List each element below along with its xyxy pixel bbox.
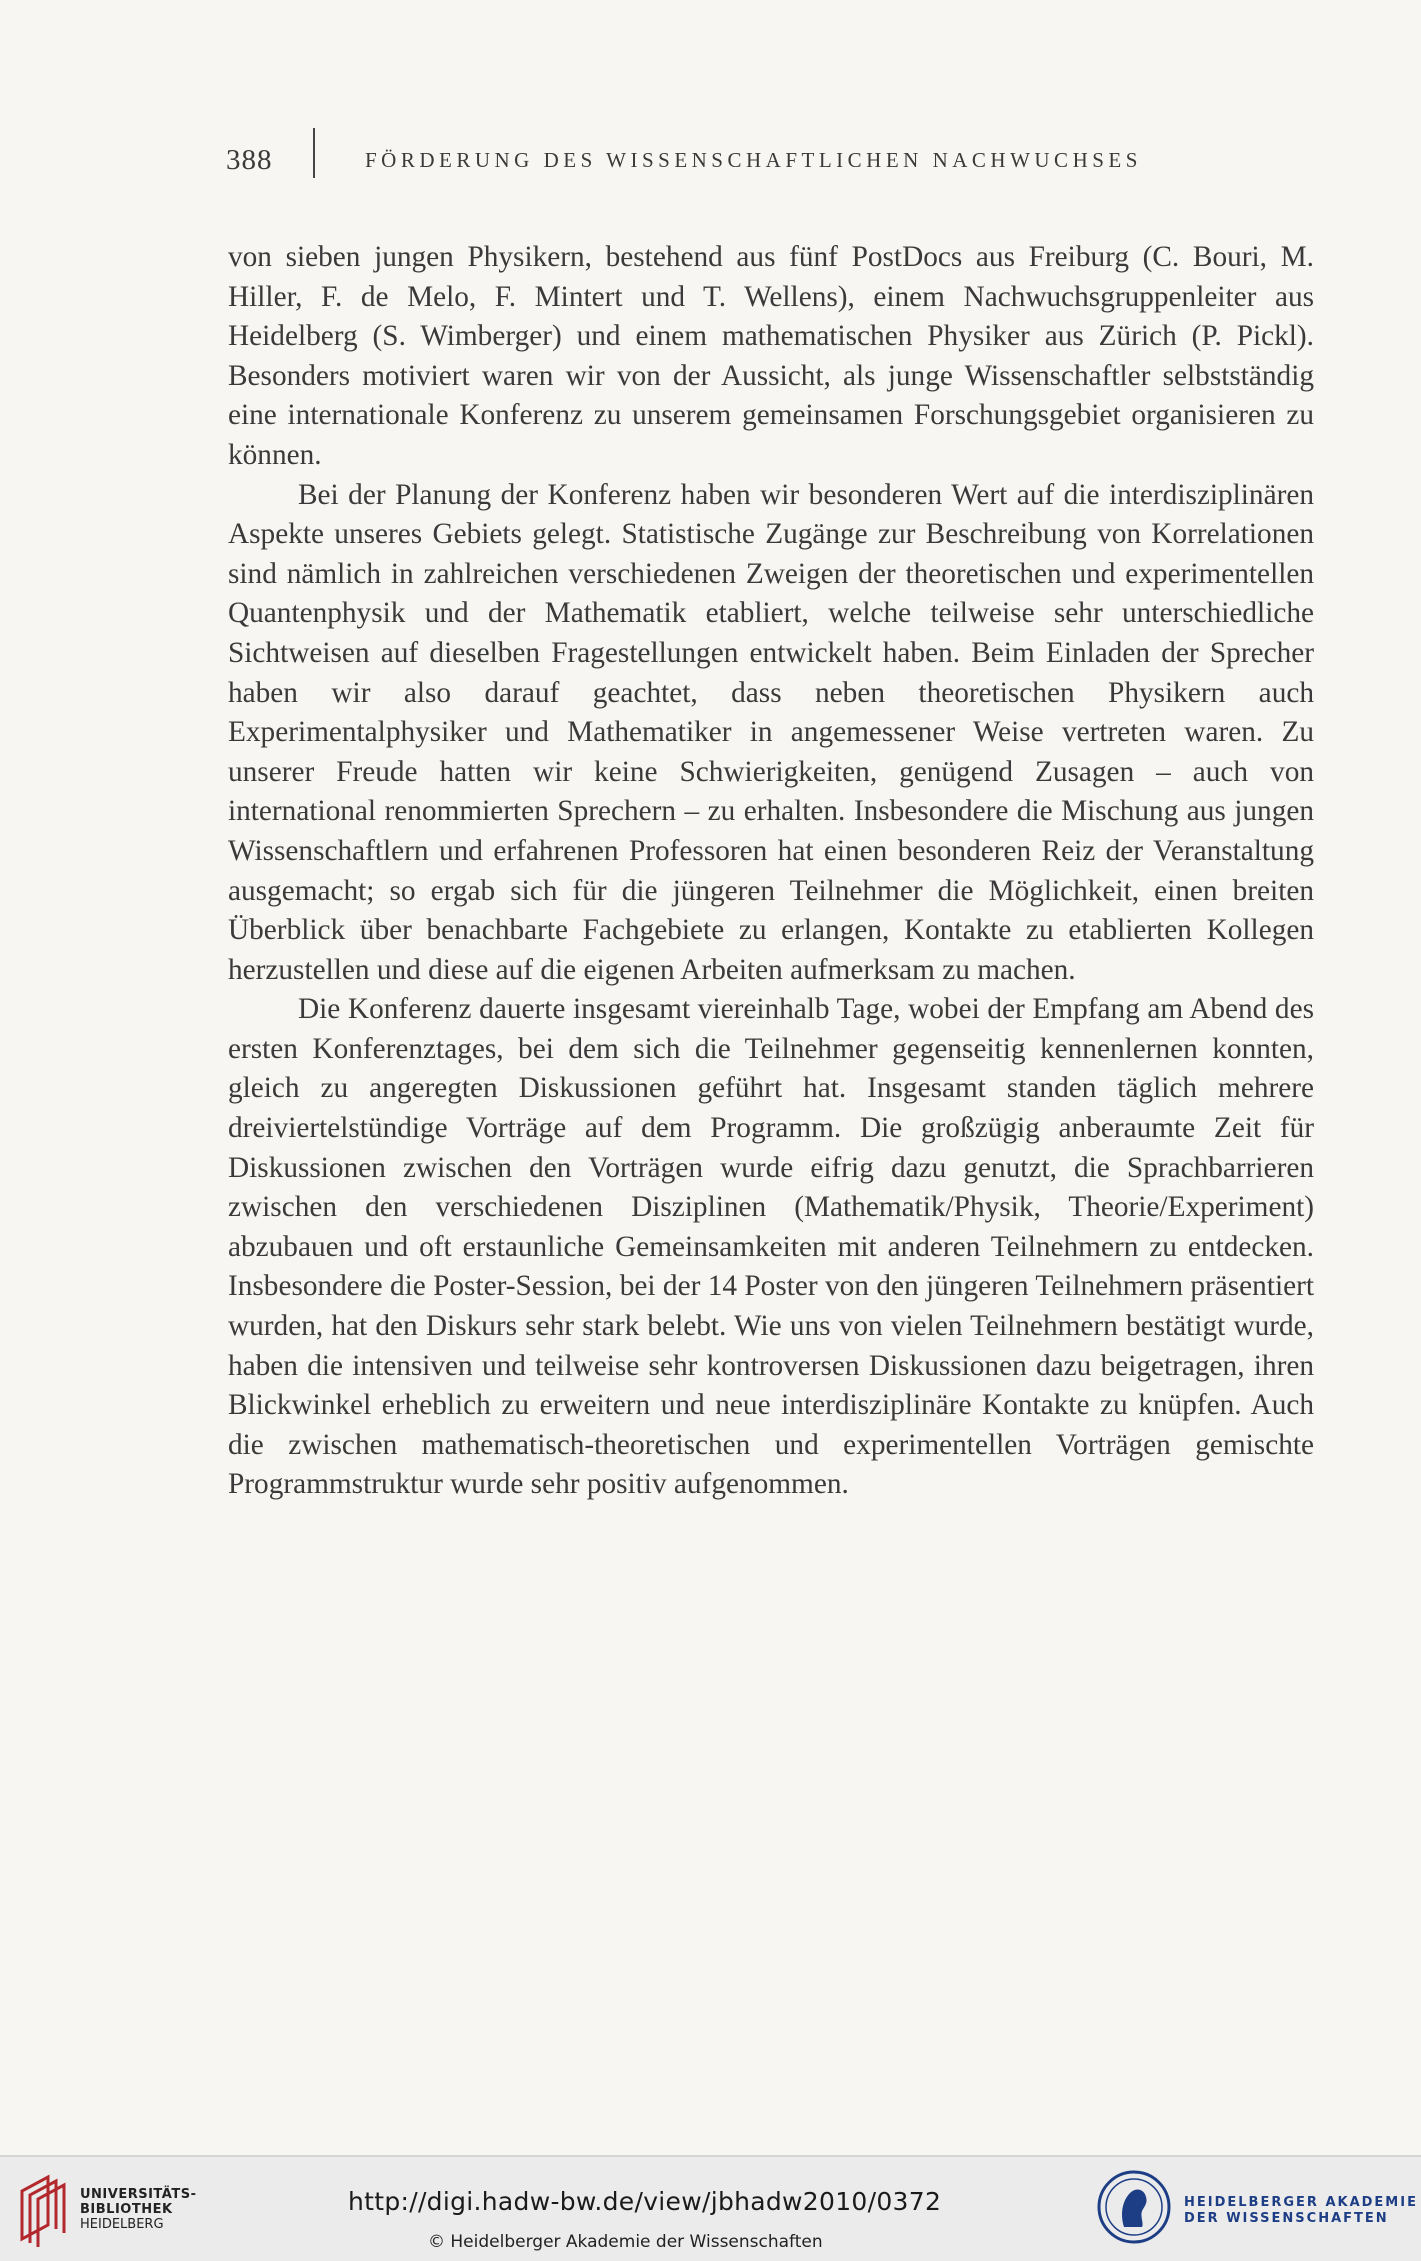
running-head: FÖRDERUNG DES WISSENSCHAFTLICHEN NACHWUCHSES [365,147,1142,172]
library-name [80,2187,196,2232]
copyright-notice: © Heidelberger Akademie der Wissenschaften [428,2232,823,2252]
permalink-url[interactable]: http://digi.hadw-bw.de/view/jbhadw2010/0372 [348,2187,942,2216]
library-name-line: HEIDELBERG [80,2217,164,2232]
digitization-footer [0,2155,1421,2261]
paragraph: von sieben jungen Physikern, bestehend aus fünf PostDocs aus Freiburg (C. Bouri, M. Hiller, F. de Melo, F. Mintert und T. Wellens), einem Nachwuchsgruppenleiter aus Heidelberg (S. Wimberger) und einem mathematischen Physiker aus Zürich (P. Pickl). Besonders motiviert waren wir von der Aussicht, als junge Wissenschaftler selbstständig eine internationale Konferenz zu unserem gemeinsamen Forschungsgebiet organisieren zu können. [228,241,1314,471]
academy-name [1184,2195,1418,2227]
body-text [228,238,1314,1505]
academy-name-line: HEIDELBERGER AKADEMIE [1184,2195,1418,2210]
academy-seal-icon [1096,2169,1172,2245]
paragraph: Bei der Planung der Konferenz haben wir besonderen Wert auf die interdisziplinären Aspekte unseres Gebiets gelegt. Statistische Zugänge zur Beschreibung von Korrelationen sind nämlich in zahlreichen verschiedenen Zweigen der theoretischen und experimentellen Quantenphysik und der Mathematik etabliert, welche teilweise sehr unterschiedliche Sichtweisen auf dieselben Fragestellungen entwickelt haben. Beim Einladen der Sprecher haben wir also darauf geachtet, dass neben theoretischen Physikern auch Experimentalphysiker und Mathematiker in angemessener Weise vertreten waren. Zu unserer Freude hatten wir keine Schwierigkeiten, genügend Zusagen – auch von international renommierten Sprechern – zu erhalten. Insbesondere die Mischung aus jungen Wissenschaftlern und erfahrenen Professoren hat einen besonderen Reiz der Veranstaltung ausgemacht; so ergab sich für die jüngeren Teilnehmer die Möglichkeit, einen breiten Überblick über benachbarte Fachgebiete zu erlangen, Kontakte zu etablierten Kollegen herzustellen und diese auf die eigenen Arbeiten aufmerksam zu machen. [228,478,1314,986]
library-name-line: BIBLIOTHEK [80,2202,173,2217]
academy-name-line: DER WISSENSCHAFTEN [1184,2211,1389,2226]
university-library-logo-icon [14,2169,70,2249]
page-number: 388 [226,143,273,176]
page-header [226,140,1226,180]
library-name-line: UNIVERSITÄTS- [80,2187,197,2202]
header-divider [313,128,315,178]
paragraph: Die Konferenz dauerte insgesamt viereinhalb Tage, wobei der Empfang am Abend des ersten Konferenztages, bei dem sich die Teilnehmer gegenseitig kennenlernen konnten, gleich zu angeregten Diskussionen geführt hat. Insgesamt standen täglich mehrere dreiviertelstündige Vorträge auf dem Programm. Die großzügig anberaumte Zeit für Diskussionen zwischen den Vorträgen wurde eifrig dazu genutzt, die Sprachbarrieren zwischen den verschiedenen Disziplinen (Mathematik/Physik, Theorie/Experiment) abzubauen und oft erstaunliche Gemeinsamkeiten mit anderen Teilnehmern zu entdecken. Insbesondere die Poster-Session, bei der 14 Poster von den jüngeren Teilnehmern präsentiert wurden, hat den Diskurs sehr stark belebt. Wie uns von vielen Teilnehmern bestätigt wurde, haben die intensiven und teilweise sehr kontroversen Diskussionen dazu beigetragen, ihren Blickwinkel erheblich zu erweitern und neue interdisziplinäre Kontakte zu knüpfen. Auch die zwischen mathematisch-theoretischen und experimentellen Vorträgen gemischte Programmstruktur wurde sehr positiv aufgenommen. [228,993,1314,1501]
